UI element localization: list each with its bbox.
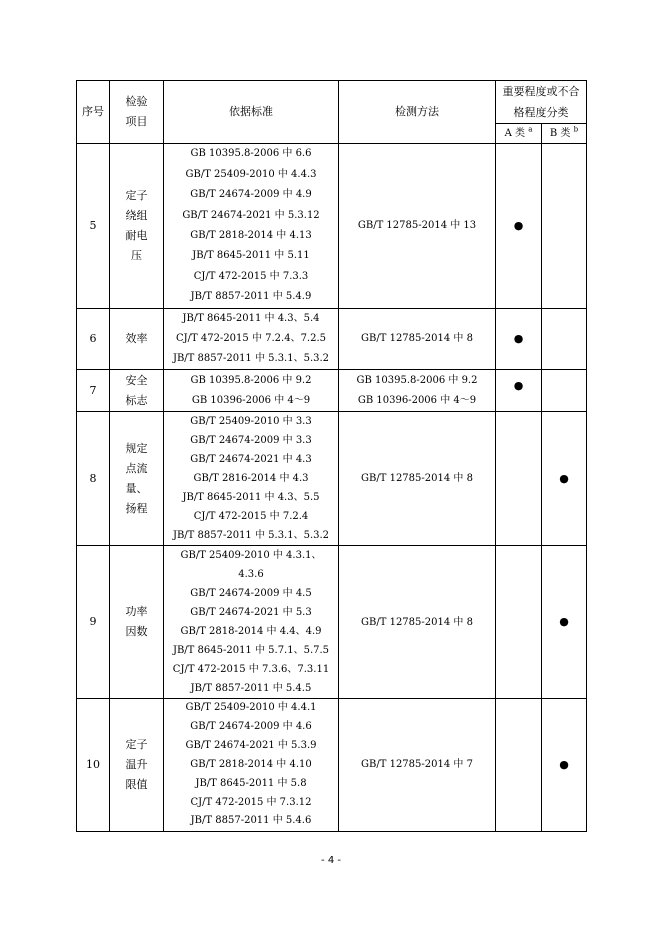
row-methods: [339, 699, 496, 832]
row-methods: [339, 412, 496, 546]
header-method: 检测方法: [339, 81, 496, 144]
page-number: - 4 -: [321, 855, 341, 866]
row-standards: [164, 412, 339, 546]
row-class-b: ●: [542, 699, 587, 832]
header-item-label: 检验项目: [125, 95, 148, 128]
row-item: [110, 699, 164, 832]
row-item-label: 规定点流量、扬程: [125, 441, 148, 515]
method-ref: GB/T 12785-2014 中 7: [361, 758, 473, 770]
standard-ref: GB 10395.8-2006 中 9.2: [190, 375, 312, 386]
standard-ref: GB/T 24674-2021 中 5.3.9: [185, 739, 317, 751]
standard-ref: GB/T 24674-2009 中 4.6: [190, 720, 312, 732]
class-b-label: B 类: [549, 127, 571, 139]
method-ref: GB/T 12785-2014 中 13: [357, 219, 477, 231]
table-row: [77, 546, 587, 699]
class-a-footnote: a: [528, 125, 533, 134]
standard-ref: GB 10396-2006 中 4～9: [191, 394, 311, 406]
method-ref: GB/T 12785-2014 中 8: [361, 473, 473, 484]
row-standards: [164, 699, 339, 832]
row-item: [110, 144, 164, 309]
row-standards: [164, 546, 339, 699]
standard-ref: GB/T 24674-2009 中 4.9: [190, 189, 312, 201]
row-methods: [339, 370, 496, 412]
row-seq: 6: [77, 309, 110, 370]
row-standards: [164, 309, 339, 370]
row-item: [110, 309, 164, 370]
row-methods: [339, 546, 496, 699]
standard-ref: 4.3.6: [238, 569, 264, 580]
standard-ref: JB/T 8645-2011 中 4.3、5.4: [182, 313, 320, 325]
table-body: [77, 81, 587, 832]
header-item: [110, 81, 164, 144]
table-row: [77, 144, 587, 309]
standard-ref: JB/T 8857-2011 中 5.3.1、5.3.2: [172, 530, 330, 541]
row-class-a: ●: [496, 370, 542, 412]
row-class-a: ●: [496, 144, 542, 309]
header-seq: [77, 81, 110, 144]
standard-ref: GB/T 25409-2010 中 4.4.3: [185, 168, 317, 180]
standard-ref: JB/T 8857-2011 中 5.4.5: [190, 683, 312, 694]
standard-ref: JB/T 8857-2011 中 5.4.9: [190, 291, 312, 303]
row-class-a: [496, 546, 542, 699]
inspection-items-table: [76, 80, 587, 832]
method-ref: GB 10395.8-2006 中 9.2: [356, 375, 478, 386]
standard-ref: GB/T 2818-2014 中 4.10: [190, 758, 312, 770]
row-seq: 8: [77, 412, 110, 546]
row-item-label: 效率: [125, 332, 148, 345]
row-class-b: ●: [542, 412, 587, 546]
row-class-a: [496, 699, 542, 832]
standard-ref: JB/T 8857-2011 中 5.3.1、5.3.2: [172, 352, 330, 364]
standard-ref: JB/T 8645-2011 中 5.8: [195, 777, 307, 789]
row-class-b: [542, 370, 587, 412]
row-class-b: ●: [542, 546, 587, 699]
table-row: [77, 699, 587, 832]
row-seq: 5: [77, 144, 110, 309]
row-methods: [339, 309, 496, 370]
standard-ref: JB/T 8645-2011 中 5.11: [192, 250, 310, 262]
row-item: [110, 412, 164, 546]
header-importance: 重要程度或不合格程度分类: [496, 81, 587, 124]
row-standards: [164, 370, 339, 412]
header-class-b: [542, 124, 587, 144]
row-methods: [339, 144, 496, 309]
row-class-a: ●: [496, 309, 542, 370]
standard-ref: CJ/T 472-2015 中 7.3.6、7.3.11: [172, 664, 330, 675]
standard-ref: JB/T 8645-2011 中 4.3、5.5: [182, 492, 320, 503]
method-ref: GB 10396-2006 中 4～9: [357, 394, 477, 406]
standard-ref: CJ/T 472-2015 中 7.2.4: [193, 511, 309, 522]
header-basis: 依据标准: [164, 81, 339, 144]
row-standards: [164, 144, 339, 309]
row-class-b: [542, 144, 587, 309]
standard-ref: GB/T 25409-2010 中 4.3.1、: [180, 550, 322, 561]
standard-ref: CJ/T 472-2015 中 7.3.3: [193, 270, 309, 282]
standard-ref: GB/T 24674-2009 中 4.5: [190, 588, 312, 599]
row-item: [110, 546, 164, 699]
row-class-b: [542, 309, 587, 370]
standard-ref: CJ/T 472-2015 中 7.2.4、7.2.5: [175, 333, 327, 345]
row-seq: 7: [77, 370, 110, 412]
class-b-footnote: b: [573, 125, 579, 134]
header-class-a: [496, 124, 542, 144]
standard-ref: GB/T 25409-2010 中 4.4.1: [185, 702, 317, 713]
standard-ref: CJ/T 472-2015 中 7.3.12: [190, 796, 312, 808]
table-row: [77, 309, 587, 370]
standard-ref: GB/T 25409-2010 中 3.3: [190, 416, 312, 427]
row-item-label: 安全标志: [125, 373, 148, 407]
row-seq: 9: [77, 546, 110, 699]
header-row: [77, 81, 587, 124]
standard-ref: GB 10395.8-2006 中 6.6: [190, 148, 312, 160]
method-ref: GB/T 12785-2014 中 8: [361, 616, 473, 628]
header-seq-label: 序号: [82, 105, 104, 118]
table-row: [77, 370, 587, 412]
row-seq: 10: [77, 699, 110, 832]
row-item-label: 定子绕组耐电压: [125, 189, 148, 262]
standard-ref: GB/T 24674-2021 中 4.3: [190, 454, 312, 465]
method-ref: GB/T 12785-2014 中 8: [361, 333, 473, 345]
row-item-label: 功率因数: [125, 605, 148, 638]
table-row: [77, 412, 587, 546]
class-a-label: A 类: [504, 127, 526, 139]
standard-ref: GB/T 2818-2014 中 4.13: [190, 230, 312, 241]
standard-ref: JB/T 8857-2011 中 5.4.6: [190, 815, 312, 827]
standard-ref: GB/T 2818-2014 中 4.4、4.9: [180, 626, 322, 637]
standard-ref: JB/T 8645-2011 中 5.7.1、5.7.5: [172, 645, 330, 656]
standard-ref: GB/T 24674-2009 中 3.3: [190, 435, 312, 446]
standard-ref: GB/T 2816-2014 中 4.3: [193, 473, 309, 484]
standard-ref: GB/T 24674-2021 中 5.3: [190, 607, 312, 618]
row-class-a: [496, 412, 542, 546]
row-item-label: 定子温升限值: [125, 738, 148, 792]
standard-ref: GB/T 24674-2021 中 5.3.12: [182, 209, 320, 221]
row-item: [110, 370, 164, 412]
